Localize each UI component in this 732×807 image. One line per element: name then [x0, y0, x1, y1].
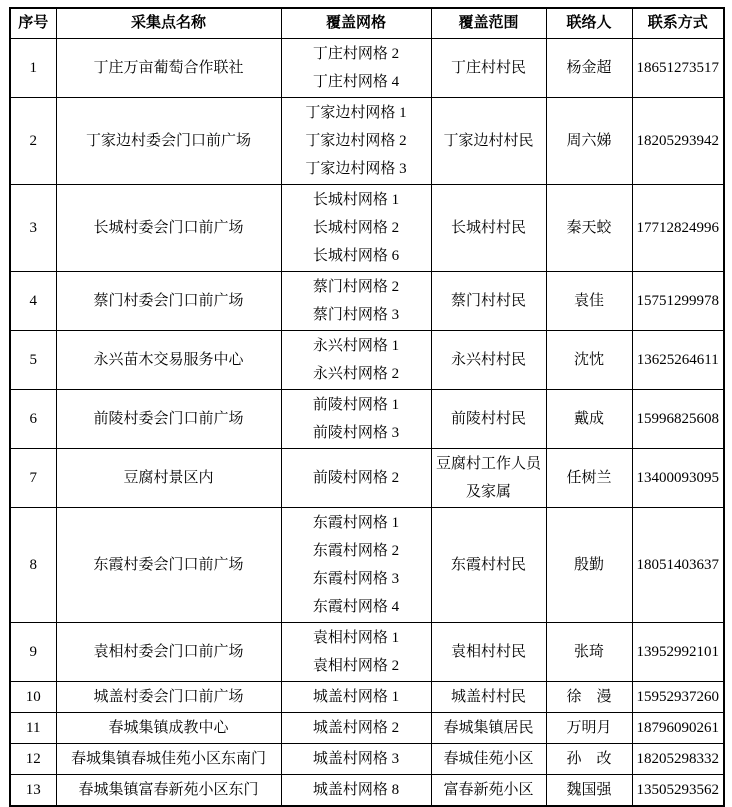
cell-name: 丁庄万亩葡萄合作联社 [56, 39, 281, 98]
grid-line: 城盖村网格 2 [312, 720, 400, 736]
cell-contact: 孙 改 [546, 744, 632, 775]
cell-scope: 长城村村民 [431, 185, 546, 272]
cell-name: 春城集镇成教中心 [56, 713, 281, 744]
cell-scope: 豆腐村工作人员及家属 [431, 449, 546, 508]
cell-contact: 秦天蛟 [546, 185, 632, 272]
cell-no: 8 [10, 508, 56, 623]
table-row [10, 508, 724, 623]
grid-line: 永兴村网格 1 [312, 338, 400, 354]
cell-scope: 东霞村村民 [431, 508, 546, 623]
cell-phone: 18651273517 [632, 39, 724, 98]
cell-contact: 杨金超 [546, 39, 632, 98]
grid-line: 蔡门村网格 3 [312, 307, 400, 323]
table-row [10, 185, 724, 272]
cell-grids [281, 185, 431, 272]
column-header-name: 采集点名称 [56, 8, 281, 39]
grid-line: 丁庄村网格 2 [312, 46, 400, 62]
cell-scope: 丁家边村村民 [431, 98, 546, 185]
cell-scope: 袁相村村民 [431, 623, 546, 682]
grid-line: 丁家边村网格 1 [305, 105, 407, 121]
cell-phone: 13400093095 [632, 449, 724, 508]
cell-contact: 任树兰 [546, 449, 632, 508]
table-row [10, 39, 724, 98]
cell-scope: 丁庄村村民 [431, 39, 546, 98]
grid-line: 袁相村网格 1 [312, 630, 400, 646]
cell-name: 东霞村委会门口前广场 [56, 508, 281, 623]
cell-phone: 15751299978 [632, 272, 724, 331]
collection-points-table [9, 7, 725, 807]
cell-name: 永兴苗木交易服务中心 [56, 331, 281, 390]
cell-grids [281, 744, 431, 775]
cell-grids [281, 98, 431, 185]
cell-phone: 18051403637 [632, 508, 724, 623]
grid-line: 城盖村网格 3 [312, 751, 400, 767]
table-header [10, 8, 724, 39]
cell-name: 袁相村委会门口前广场 [56, 623, 281, 682]
cell-phone: 13625264611 [632, 331, 724, 390]
cell-phone: 15952937260 [632, 682, 724, 713]
cell-name: 春城集镇富春新苑小区东门 [56, 775, 281, 807]
cell-name: 城盖村委会门口前广场 [56, 682, 281, 713]
cell-no: 13 [10, 775, 56, 807]
cell-contact: 徐 漫 [546, 682, 632, 713]
table-body [10, 39, 724, 807]
grid-line: 袁相村网格 2 [312, 658, 400, 674]
cell-grids [281, 623, 431, 682]
table-row [10, 623, 724, 682]
cell-grids [281, 682, 431, 713]
cell-contact: 周六娣 [546, 98, 632, 185]
cell-no: 5 [10, 331, 56, 390]
column-header-scope: 覆盖范围 [431, 8, 546, 39]
cell-contact: 沈忱 [546, 331, 632, 390]
grid-line: 城盖村网格 1 [312, 689, 400, 705]
cell-contact: 魏国强 [546, 775, 632, 807]
grid-line: 长城村网格 6 [312, 248, 400, 264]
cell-phone: 18796090261 [632, 713, 724, 744]
cell-phone: 15996825608 [632, 390, 724, 449]
cell-scope: 永兴村村民 [431, 331, 546, 390]
cell-grids [281, 331, 431, 390]
grid-line: 东霞村网格 3 [312, 571, 400, 587]
cell-name: 前陵村委会门口前广场 [56, 390, 281, 449]
cell-grids [281, 449, 431, 508]
cell-no: 6 [10, 390, 56, 449]
grid-line: 永兴村网格 2 [312, 366, 400, 382]
cell-no: 10 [10, 682, 56, 713]
cell-no: 4 [10, 272, 56, 331]
cell-no: 3 [10, 185, 56, 272]
cell-grids [281, 390, 431, 449]
cell-scope: 富春新苑小区 [431, 775, 546, 807]
table-row [10, 449, 724, 508]
column-header-contact: 联络人 [546, 8, 632, 39]
header-row [10, 8, 724, 39]
cell-no: 9 [10, 623, 56, 682]
cell-phone: 13952992101 [632, 623, 724, 682]
table-row [10, 682, 724, 713]
cell-scope: 春城佳苑小区 [431, 744, 546, 775]
cell-contact: 张琦 [546, 623, 632, 682]
grid-line: 城盖村网格 8 [312, 782, 400, 798]
grid-line: 东霞村网格 1 [312, 515, 400, 531]
cell-contact: 戴成 [546, 390, 632, 449]
grid-line: 丁庄村网格 4 [312, 74, 400, 90]
cell-name: 豆腐村景区内 [56, 449, 281, 508]
cell-no: 11 [10, 713, 56, 744]
table-row [10, 272, 724, 331]
grid-line: 前陵村网格 3 [312, 425, 400, 441]
cell-grids [281, 508, 431, 623]
cell-grids [281, 39, 431, 98]
grid-line: 东霞村网格 4 [312, 599, 400, 615]
cell-name: 丁家边村委会门口前广场 [56, 98, 281, 185]
cell-grids [281, 272, 431, 331]
grid-line: 东霞村网格 2 [312, 543, 400, 559]
cell-name: 长城村委会门口前广场 [56, 185, 281, 272]
cell-phone: 13505293562 [632, 775, 724, 807]
table-row [10, 390, 724, 449]
table-row [10, 713, 724, 744]
cell-scope: 城盖村村民 [431, 682, 546, 713]
cell-name: 蔡门村委会门口前广场 [56, 272, 281, 331]
grid-line: 前陵村网格 1 [312, 397, 400, 413]
cell-grids [281, 713, 431, 744]
cell-name: 春城集镇春城佳苑小区东南门 [56, 744, 281, 775]
cell-grids [281, 775, 431, 807]
cell-no: 12 [10, 744, 56, 775]
grid-line: 长城村网格 1 [312, 192, 400, 208]
table-row [10, 775, 724, 807]
cell-no: 2 [10, 98, 56, 185]
cell-phone: 18205293942 [632, 98, 724, 185]
cell-scope: 蔡门村村民 [431, 272, 546, 331]
grid-line: 蔡门村网格 2 [312, 279, 400, 295]
cell-contact: 殷勤 [546, 508, 632, 623]
table-row [10, 331, 724, 390]
table-row [10, 98, 724, 185]
cell-no: 1 [10, 39, 56, 98]
column-header-grids: 覆盖网格 [281, 8, 431, 39]
grid-line: 前陵村网格 2 [312, 470, 400, 486]
column-header-phone: 联系方式 [632, 8, 724, 39]
grid-line: 丁家边村网格 2 [305, 133, 407, 149]
cell-contact: 袁佳 [546, 272, 632, 331]
table-row [10, 744, 724, 775]
cell-contact: 万明月 [546, 713, 632, 744]
cell-phone: 18205298332 [632, 744, 724, 775]
column-header-no: 序号 [10, 8, 56, 39]
cell-scope: 春城集镇居民 [431, 713, 546, 744]
grid-line: 丁家边村网格 3 [305, 161, 407, 177]
grid-line: 长城村网格 2 [312, 220, 400, 236]
cell-no: 7 [10, 449, 56, 508]
cell-phone: 17712824996 [632, 185, 724, 272]
cell-scope: 前陵村村民 [431, 390, 546, 449]
